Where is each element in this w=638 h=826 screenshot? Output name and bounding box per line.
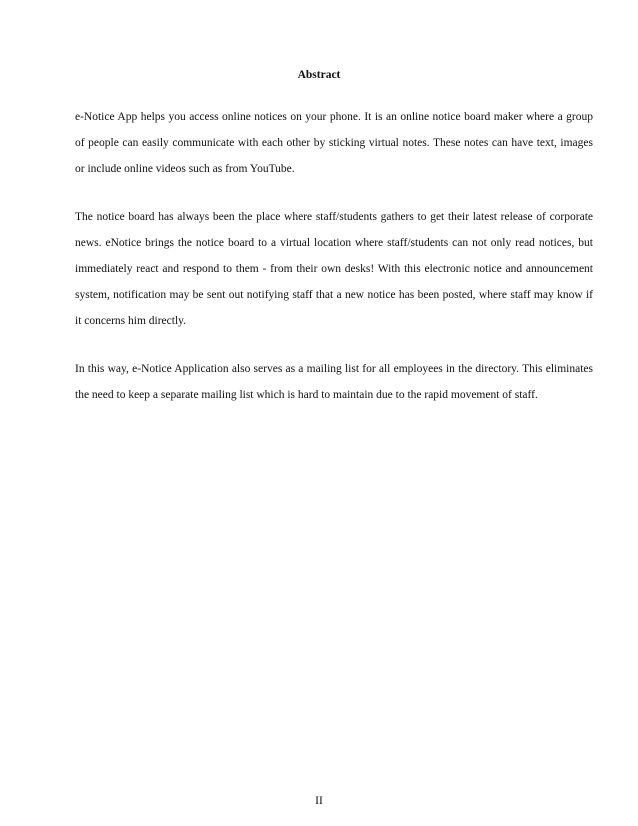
abstract-paragraph-3: In this way, e-Notice Application also serves as a mailing list for all employees in the directory. This eliminates the need to keep a separate mailing list which is hard to maintain due to the rapid movement of staff. [75,363,593,401]
abstract-heading: Abstract [297,69,341,81]
page-number: II [315,795,323,807]
abstract-paragraph-2: The notice board has always been the place where staff/students gathers to get their latest release of corporate news. eNotice brings the notice board to a virtual location where staff/students can not only read notices, but immediately react and respond to them - from their own desks! With this electronic notice and announcement system, notification may be sent out notifying staff that a new notice has been posted, where staff may know if it concerns him directly. [75,211,593,327]
abstract-body [75,104,593,430]
abstract-paragraph-1: e-Notice App helps you access online notices on your phone. It is an online notice board maker where a group of people can easily communicate with each other by sticking virtual notes. These notes can have text, images or include online videos such as from YouTube. [75,111,593,175]
